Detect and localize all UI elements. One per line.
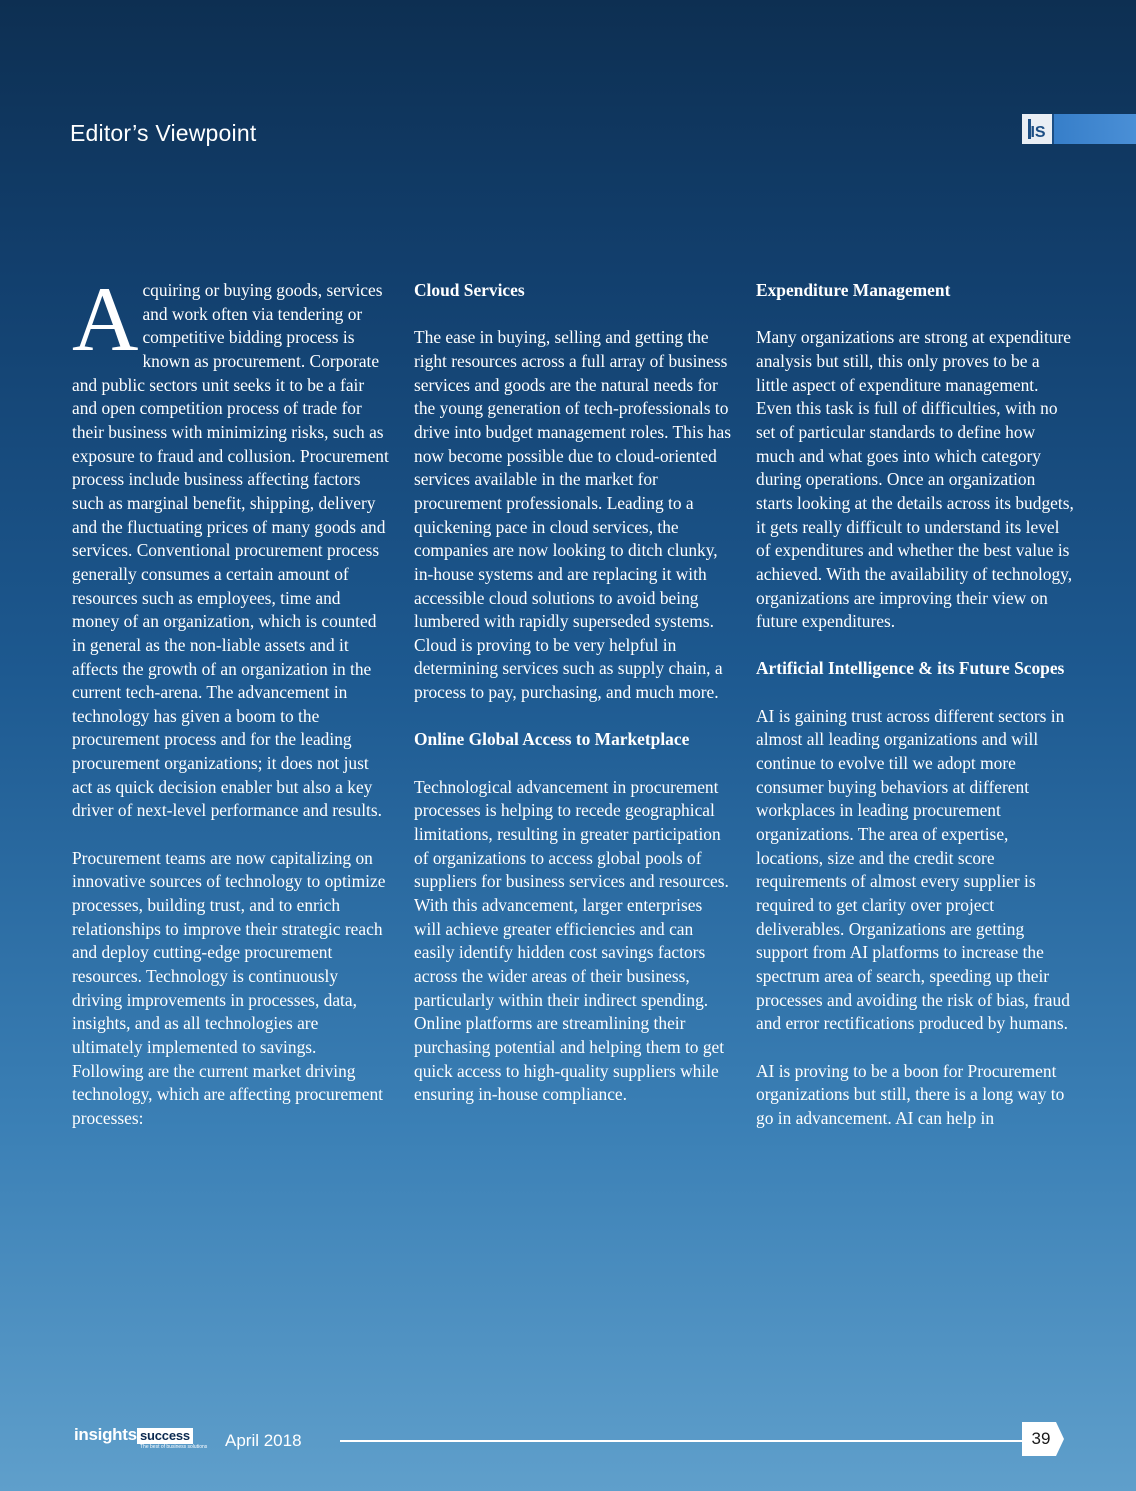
body-paragraph: The ease in buying, selling and getting the right resources across a full array of business services and goods are the natural needs for the young generation of tech-professionals to drive into budget management roles. This has now become possible due to cloud-oriented services available in the market for procurement professionals. Leading to a quickening pace in cloud services, the companies are now looking to ditch clunky, in-house systems and are replacing it with accessible cloud solutions to avoid being lumbered with rapidly superseded systems. Cloud is proving to be very helpful in determining services such as supply chain, a process to pay, purchasing, and much more. [414,327,731,703]
is-monogram-icon [1022,114,1054,144]
page-number: 39 [1031,1429,1051,1448]
insights-success-logo: insights success The best of business solutions [74,1425,208,1450]
subheading-expenditure-management: Expenditure Management [756,280,951,300]
page-number-badge [1022,1422,1066,1456]
article-column-1 [72,268,390,1154]
article-column-2 [414,279,732,1131]
footer-divider [340,1440,1022,1442]
subheading-cloud-services: Cloud Services [414,280,525,300]
section-tab-marker [1022,114,1136,144]
body-paragraph: Many organizations are strong at expenditure analysis but still, this only proves to be a little aspect of expenditure management. Even this task is full of difficulties, with no set of particular standards to define how much and what goes into which category during operations. Once an organization starts looking at the details across its budgets, it gets really difficult to understand its level of expenditures and whether the best value is achieved. With the availability of technology, organizations are improving their view on future expenditures. [756,327,1074,632]
subheading-online-global-access: Online Global Access to Marketplace [414,729,690,750]
intro-paragraph: Acquiring or buying goods, services and work often via tendering or competitive bidding process is known as procurement. Corporate and public sectors unit seeks it to be a fair and open competition process of trade for their business with minimizing risks, such as exposure to fraud and collusion. Procurement process include business affecting factors such as marginal benefit, shipping, delivery and the fluctuating prices of many goods and services. Conventional procurement process generally consumes a certain amount of resources such as employees, time and money of an organization, which is counted in general as the non-liable assets and it affects the growth of an organization in the current tech-arena. The advancement in technology has given a boom to the procurement process and for the leading procurement organizations; it does not just act as quick decision enabler but also a key driver of next-level performance and results. [72,268,389,821]
svg-text:IS: IS [1030,124,1046,141]
section-title: Editor’s Viewpoint [70,120,257,146]
issue-date: April 2018 [225,1431,302,1450]
subheading-artificial-intelligence: Artificial Intelligence & its Future Scopes [756,658,1065,679]
body-paragraph: AI is gaining trust across different sectors in almost all leading organizations and will continue to evolve till we adopt more consumer buying behaviors at different workplaces in leading procurement organizations. The area of expertise, locations, size and the credit score requirements of almost every supplier is required to get clarity over project deliverables. Organizations are getting support from AI platforms to increase the spectrum area of search, speeding up their processes and avoiding the risk of bias, fraud and error rectifications produced by humans. [756,705,1070,1034]
body-paragraph: Procurement teams are now capitalizing on innovative sources of technology to optimize processes, building trust, and to enrich relationships to improve their strategic reach and deploy cutting-edge procurement resources. Technology is continuously driving improvements in processes, data, insights, and as all technologies are ultimately implemented to savings. Following are the current market driving technology, which are affecting procurement processes: [72,847,386,1128]
drop-cap: A [72,268,139,370]
article-column-3 [756,279,1074,1154]
body-paragraph: Technological advancement in procurement processes is helping to recede geographical limitations, resulting in greater participation of organizations to access global pools of suppliers for business services and resources. With this advancement, larger enterprises will achieve greater efficiencies and can easily identify hidden cost savings factors across the wider areas of their business, particularly within their indirect spending. Online platforms are streamlining their purchasing potential and helping them to get quick access to high-quality suppliers while ensuring in-house compliance. [414,776,729,1105]
body-paragraph: AI is proving to be a boon for Procurement organizations but still, there is a long way to go in advancement. AI can help in [756,1060,1065,1128]
